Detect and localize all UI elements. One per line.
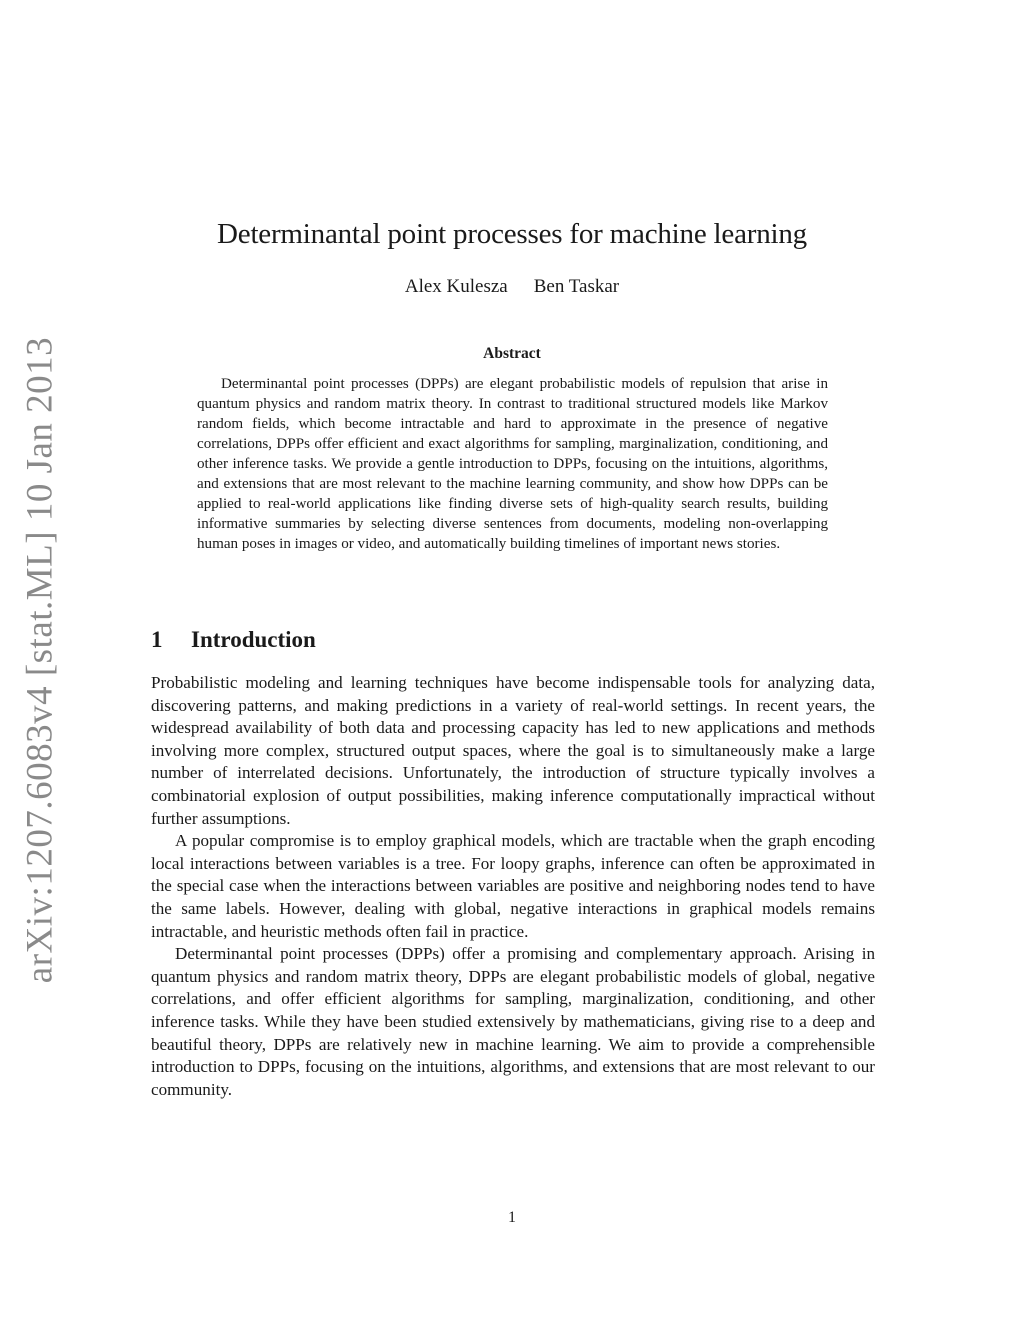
body-paragraph: Probabilistic modeling and learning techniques have become indispensable tools for analyzing data, discovering patterns, and making predictions in a variety of real-world settings. In recent years, the widespread availability of both data and processing capacity has led to new applications and methods involving more complex, structured output spaces, where the goal is to simultaneously make a large number of interrelated decisions. Unfortunately, the introduction of structure typically involves a combinatorial explosion of output possibilities, making inference computationally impractical without further assumptions.: [151, 673, 875, 828]
arxiv-identifier-stamp: arXiv:1207.6083v4 [stat.ML] 10 Jan 2013: [19, 336, 61, 984]
body-paragraph: Determinantal point processes (DPPs) offer a promising and complementary approach. Arising in quantum physics and random matrix theory, DPPs are elegant probabilistic models of global, negative correlations, and offer efficient algorithms for sampling, marginalization, conditioning, and other inference tasks. While they have been studied extensively by mathematicians, giving rise to a deep and beautiful theory, DPPs are relatively new in machine learning. We aim to provide a comprehensible introduction to DPPs, focusing on the intuitions, algorithms, and extensions that are most relevant to our community.: [151, 944, 875, 1099]
author-name: Alex Kulesza: [404, 276, 508, 297]
page-number: 1: [508, 1209, 516, 1226]
paper-title: Determinantal point processes for machine learning: [217, 218, 807, 250]
body-paragraph: A popular compromise is to employ graphical models, which are tractable when the graph encoding local interactions between variables is a tree. For loopy graphs, inference can often be approximated in the special case when the interactions between variables are positive and neighboring nodes tend to have the same labels. However, dealing with global, negative interactions in graphical models remains intractable, and heuristic methods often fail in practice.: [151, 831, 875, 941]
abstract-text: Determinantal point processes (DPPs) are elegant probabilistic models of repulsion that arise in quantum physics and random matrix theory. In contrast to traditional structured models like Markov random fields, which become intractable and hard to approximate in the presence of negative correlations, DPPs offer efficient and exact algorithms for sampling, marginalization, conditioning, and other inference tasks. We provide a gentle introduction to DPPs, focusing on the intuitions, algorithms, and extensions that are most relevant to the machine learning community, and show how DPPs can be applied to real-world applications like finding diverse sets of high-quality search results, building informative summaries by selecting diverse sentences from documents, modeling non-overlapping human poses in images or video, and automatically building timelines of important news stories.: [197, 376, 828, 552]
author-list: [0, 274, 1024, 300]
section-body: [151, 672, 875, 1101]
author-name: Ben Taskar: [533, 276, 620, 297]
abstract-heading: Abstract: [483, 345, 541, 362]
section-number: 1: [151, 627, 163, 652]
section-heading: [151, 624, 316, 656]
section-title: Introduction: [191, 627, 316, 652]
